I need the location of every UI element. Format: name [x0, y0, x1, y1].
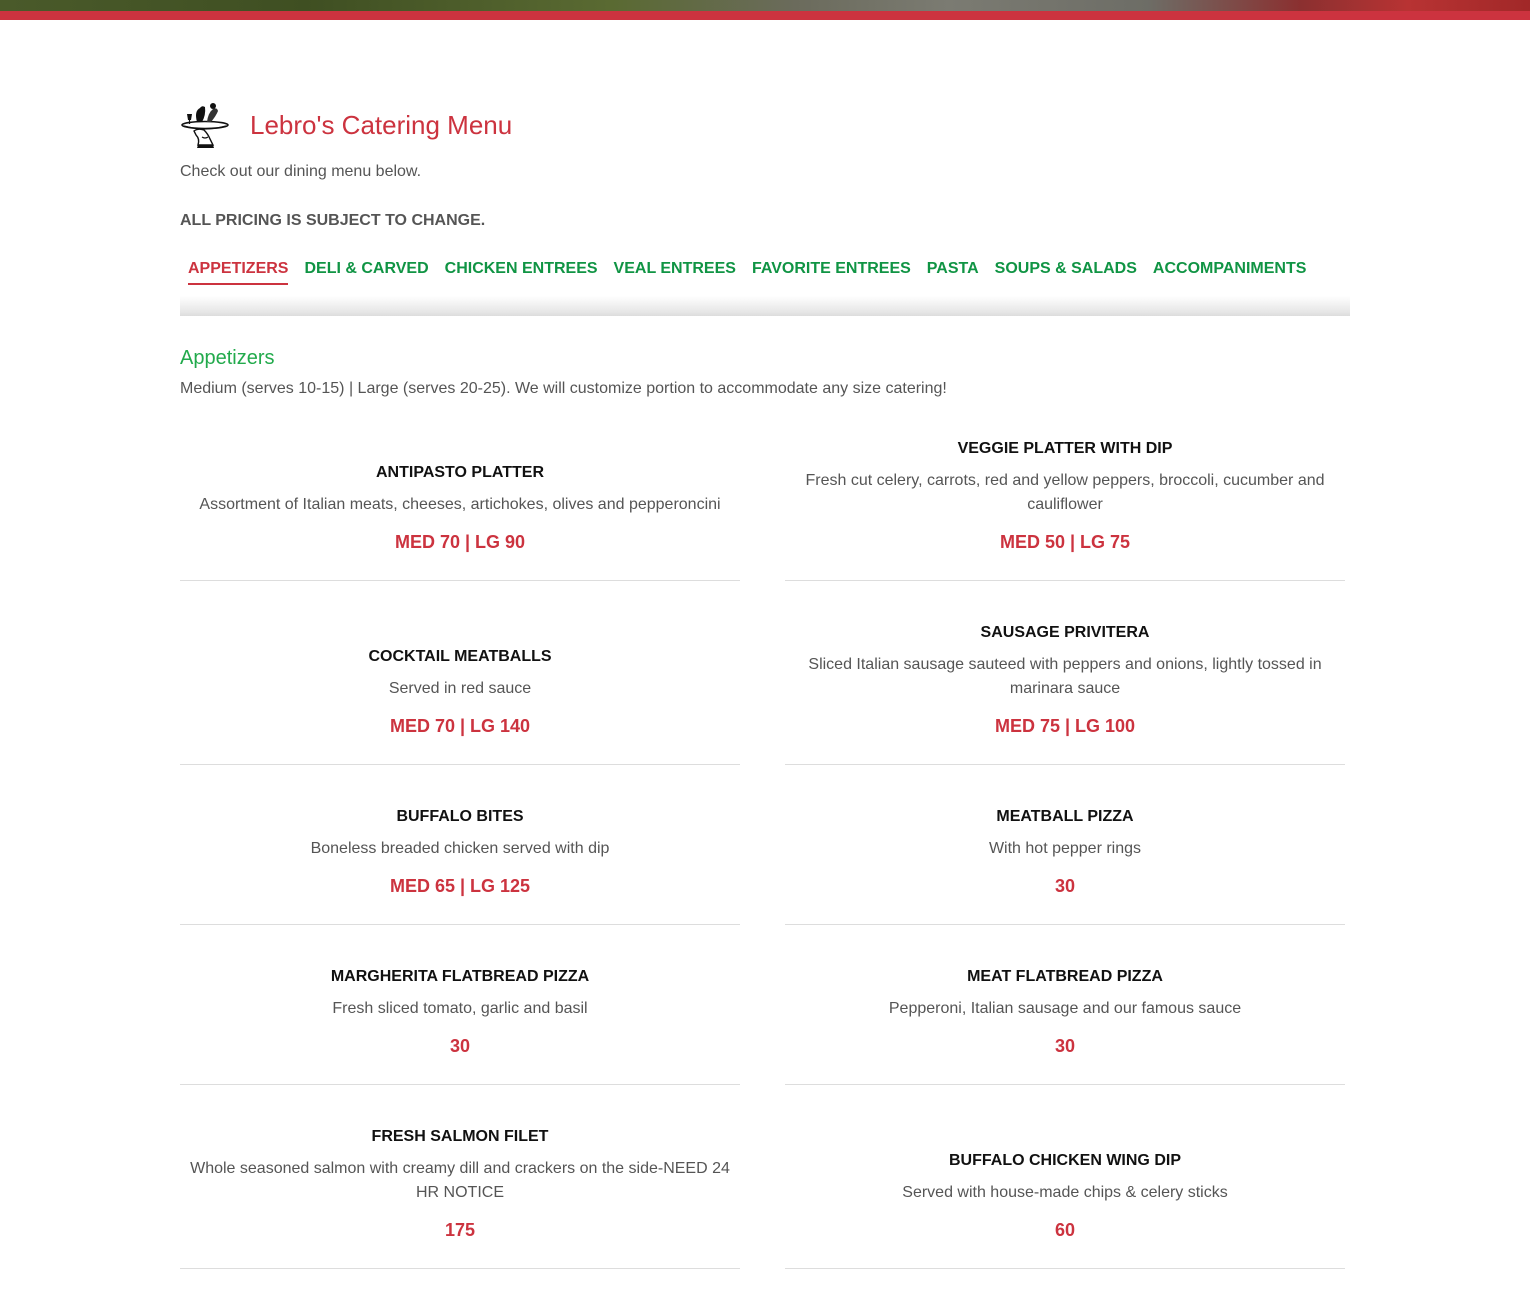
menu-category-tabs: [188, 260, 1322, 285]
tab-deli-carved[interactable]: DELI & CARVED: [304, 260, 429, 277]
menu-item-price: MED 70 | LG 140: [389, 716, 531, 736]
intro-text: Check out our dining menu below.: [180, 163, 422, 180]
menu-item-name: ANTIPASTO PLATTER: [376, 464, 544, 481]
tab-accompaniments[interactable]: ACCOMPANIMENTS: [1152, 260, 1307, 277]
tab-appetizers[interactable]: APPETIZERS: [188, 260, 288, 285]
menu-item-description: Assortment of Italian meats, cheeses, artichokes, olives and pepperoncini: [199, 496, 721, 513]
hero-image-strip: [0, 0, 1530, 11]
tab-soups-salads[interactable]: SOUPS & SALADS: [994, 260, 1137, 277]
menu-item-price: MED 70 | LG 90: [394, 532, 526, 552]
tabs-divider-shadow: [180, 296, 1350, 316]
waiter-serving-tray-icon: [180, 101, 230, 149]
menu-item: [785, 940, 1345, 1085]
menu-item: [180, 780, 740, 925]
menu-item-price: 60: [1054, 1220, 1076, 1240]
menu-item-description: Served with house-made chips & celery sticks: [902, 1184, 1228, 1201]
menu-item-price: 30: [449, 1036, 471, 1056]
menu-item: [180, 600, 740, 765]
section-description: Medium (serves 10-15) | Large (serves 20-25). We will customize portion to accommodate any size catering!: [180, 380, 947, 397]
menu-item-name: MEAT FLATBREAD PIZZA: [967, 968, 1163, 985]
tab-veal-entrees[interactable]: VEAL ENTREES: [613, 260, 736, 277]
menu-item: [785, 1100, 1345, 1269]
menu-item-description: Pepperoni, Italian sausage and our famous sauce: [888, 1000, 1242, 1017]
menu-item-name: BUFFALO CHICKEN WING DIP: [949, 1152, 1181, 1169]
menu-item-description: Boneless breaded chicken served with dip: [310, 840, 610, 857]
menu-item-description: Fresh cut celery, carrots, red and yellow peppers, broccoli, cucumber and cauliflower: [805, 472, 1325, 513]
menu-item: [180, 420, 740, 581]
menu-item-price: 30: [1054, 1036, 1076, 1056]
menu-item: [785, 600, 1345, 765]
menu-header: [180, 100, 512, 150]
menu-item-description: Whole seasoned salmon with creamy dill and crackers on the side-NEED 24 HR NOTICE: [190, 1160, 730, 1201]
page-title: Lebro's Catering Menu: [250, 109, 513, 140]
menu-item: [785, 420, 1345, 581]
menu-item-price: 30: [1054, 876, 1076, 896]
menu-item: [180, 1100, 740, 1269]
section-title: Appetizers: [180, 347, 275, 369]
menu-item-description: Sliced Italian sausage sauteed with peppers and onions, lightly tossed in marinara sauce: [808, 656, 1322, 697]
menu-item-description: Fresh sliced tomato, garlic and basil: [332, 1000, 588, 1017]
menu-item-price: 175: [444, 1220, 476, 1240]
menu-item-name: MEATBALL PIZZA: [996, 808, 1134, 825]
tab-pasta[interactable]: PASTA: [926, 260, 979, 277]
menu-item-name: FRESH SALMON FILET: [371, 1128, 549, 1145]
menu-item-name: COCKTAIL MEATBALLS: [368, 648, 552, 665]
menu-item-name: BUFFALO BITES: [396, 808, 524, 825]
tab-favorite-entrees[interactable]: FAVORITE ENTREES: [751, 260, 911, 277]
pricing-notice: ALL PRICING IS SUBJECT TO CHANGE.: [180, 212, 486, 229]
menu-item-price: MED 65 | LG 125: [389, 876, 531, 896]
menu-item-name: VEGGIE PLATTER WITH DIP: [957, 440, 1173, 457]
menu-item-name: MARGHERITA FLATBREAD PIZZA: [330, 968, 590, 985]
menu-item-description: Served in red sauce: [388, 680, 532, 697]
menu-item: [785, 780, 1345, 925]
menu-item-price: MED 75 | LG 100: [994, 716, 1136, 736]
menu-item-description: With hot pepper rings: [988, 840, 1142, 857]
menu-item: [180, 940, 740, 1085]
header-accent-bar: [0, 11, 1530, 20]
tab-chicken-entrees[interactable]: CHICKEN ENTREES: [444, 260, 598, 277]
menu-item-name: SAUSAGE PRIVITERA: [980, 624, 1150, 641]
menu-item-price: MED 50 | LG 75: [999, 532, 1131, 552]
